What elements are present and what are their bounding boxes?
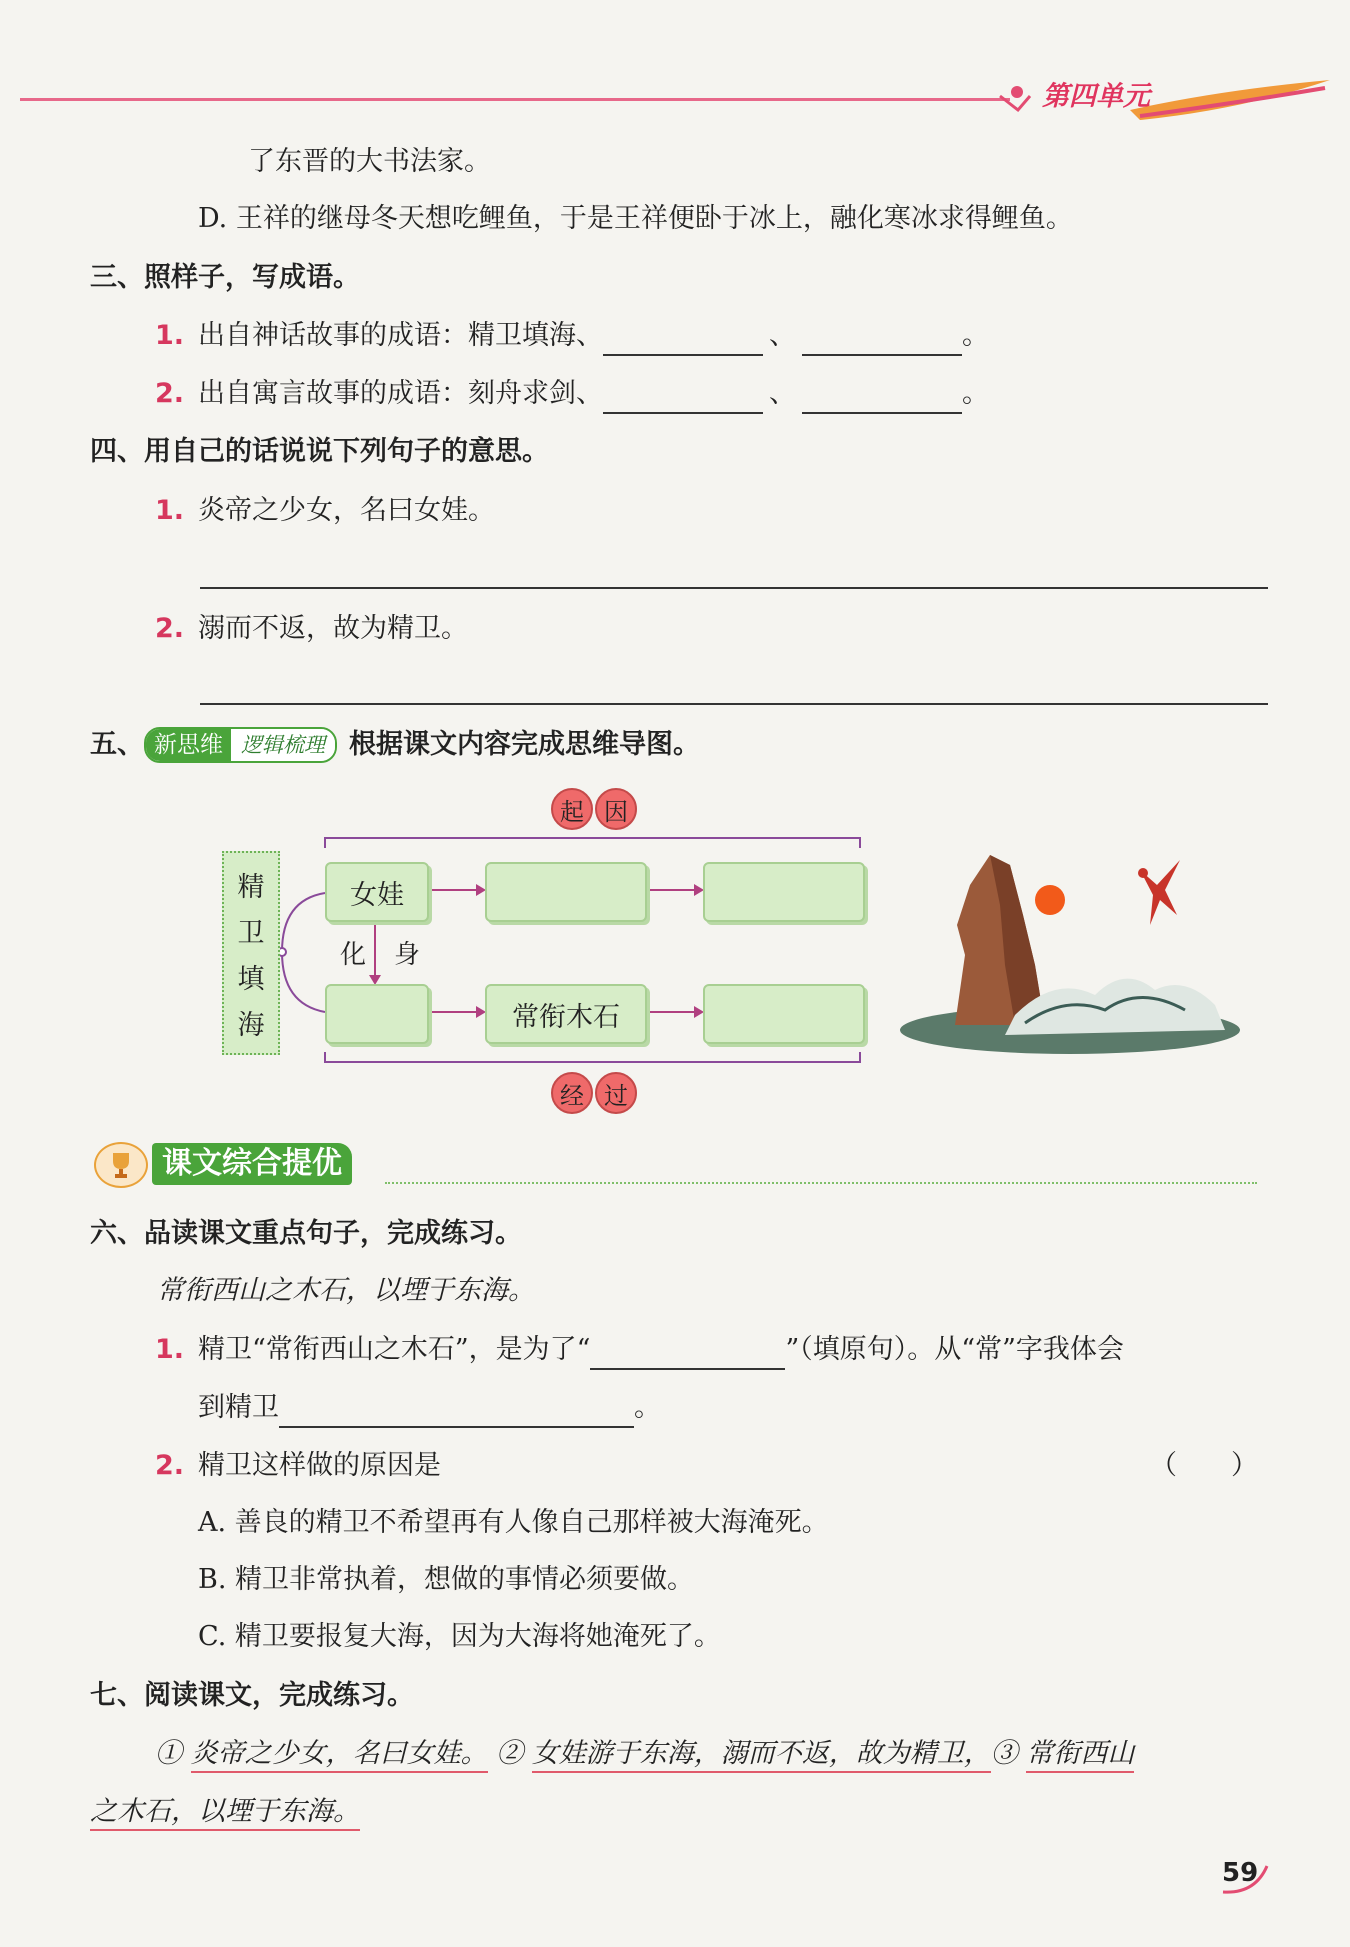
unit-title: 第四单元: [1042, 81, 1150, 112]
node-nuwa: 女娃: [325, 862, 429, 922]
sentence-3-part2: 之木石，以堙于东海。: [90, 1796, 360, 1831]
trophy-icon: [94, 1142, 148, 1188]
sentence-3-part1: 常衔西山: [1026, 1738, 1134, 1773]
section6-q1-line2: [198, 1388, 661, 1428]
q-text: ”（填原句）。从“常”字我体会: [785, 1334, 1124, 1365]
separator: 、: [769, 320, 797, 351]
node-blank-top-1[interactable]: [485, 862, 647, 922]
root-char: 精: [237, 871, 265, 903]
node-blank-top-2[interactable]: [703, 862, 865, 922]
banner-title: 课文综合提优: [152, 1143, 352, 1185]
sentence-marker: ②: [496, 1738, 524, 1769]
q-number: 1.: [155, 495, 185, 526]
section5-title: 根据课文内容完成思维导图。: [349, 729, 700, 760]
option-c-tail: 了东晋的大书法家。: [248, 146, 491, 177]
q-text: 出自神话故事的成语：精卫填海、: [198, 320, 604, 351]
root-node: [222, 851, 280, 1055]
label-circle: 因: [595, 788, 637, 830]
badge-sub: 逻辑梳理: [231, 729, 335, 761]
node-carry-stones: 常衔木石: [485, 984, 647, 1044]
transform-char: 化: [340, 940, 367, 970]
page-number-swoosh: [1215, 1848, 1275, 1898]
period: 。: [962, 320, 990, 351]
q-number: 1.: [155, 1334, 185, 1365]
q-number: 2.: [155, 378, 185, 409]
section7-title: 七、阅读课文，完成练习。: [90, 1680, 414, 1711]
page-number: 59: [1222, 1858, 1259, 1888]
transform-char: 身: [393, 940, 420, 970]
section6-q1-line1: [155, 1330, 1124, 1370]
jingwei-sea-illustration: [895, 845, 1245, 1055]
q-number: 2.: [155, 1450, 185, 1481]
q-number: 1.: [155, 320, 185, 351]
section3-title: 三、照样子，写成语。: [90, 262, 360, 293]
label-circle: 经: [551, 1072, 593, 1114]
sentence-2: 女娃游于东海，溺而不返，故为精卫，: [532, 1738, 991, 1773]
answer-paren[interactable]: （ ）: [1150, 1450, 1258, 1481]
root-char: 填: [237, 963, 265, 995]
q-text: 精卫“常衔西山之木石”，是为了“: [198, 1334, 591, 1365]
sentence-1: 炎帝之少女，名曰女娃。: [191, 1738, 488, 1773]
answer-blank[interactable]: [279, 1396, 634, 1428]
passage-line2: [90, 1792, 360, 1832]
banner-dotted-rule: [385, 1182, 1257, 1184]
option-c: C. 精卫要报复大海，因为大海将她淹死了。: [198, 1621, 721, 1652]
q-text: 溺而不返，故为精卫。: [198, 613, 469, 644]
sentence-marker: ①: [155, 1738, 182, 1769]
section4-title: 四、用自己的话说说下列句子的意思。: [90, 436, 549, 467]
root-char: 卫: [237, 917, 265, 949]
option-d: D. 王祥的继母冬天想吃鲤鱼，于是王祥便卧于冰上，融化寒冰求得鲤鱼。: [198, 203, 1073, 234]
period: 。: [634, 1392, 661, 1423]
section6-q2: [155, 1446, 441, 1486]
q-text: 炎帝之少女，名曰女娃。: [198, 495, 496, 526]
label-circle: 起: [551, 788, 593, 830]
node-blank-bottom-1[interactable]: [325, 984, 429, 1044]
answer-blank[interactable]: [590, 1338, 785, 1370]
q-text: 精卫这样做的原因是: [198, 1450, 442, 1481]
transform-label: [340, 934, 420, 971]
q-number: 2.: [155, 613, 185, 644]
passage-line1: [155, 1734, 1134, 1774]
period: 。: [962, 378, 990, 409]
separator: 、: [769, 378, 797, 409]
sentence-marker: ③: [990, 1738, 1018, 1769]
section6-quote: 常衔西山之木石，以堙于东海。: [157, 1275, 535, 1306]
label-circle: 过: [595, 1072, 637, 1114]
node-blank-bottom-2[interactable]: [703, 984, 865, 1044]
q-text: 出自寓言故事的成语：刻舟求剑、: [198, 378, 604, 409]
option-a: A. 善良的精卫不希望再有人像自己那样被大海淹死。: [198, 1507, 829, 1538]
section5-prefix: 五、: [90, 729, 144, 760]
q-text: 到精卫: [198, 1392, 279, 1423]
badge-main: 新思维: [146, 729, 231, 761]
root-char: 海: [237, 1009, 265, 1041]
option-b: B. 精卫非常执着，想做的事情必须要做。: [198, 1564, 695, 1595]
section6-title: 六、品读课文重点句子，完成练习。: [90, 1218, 522, 1249]
